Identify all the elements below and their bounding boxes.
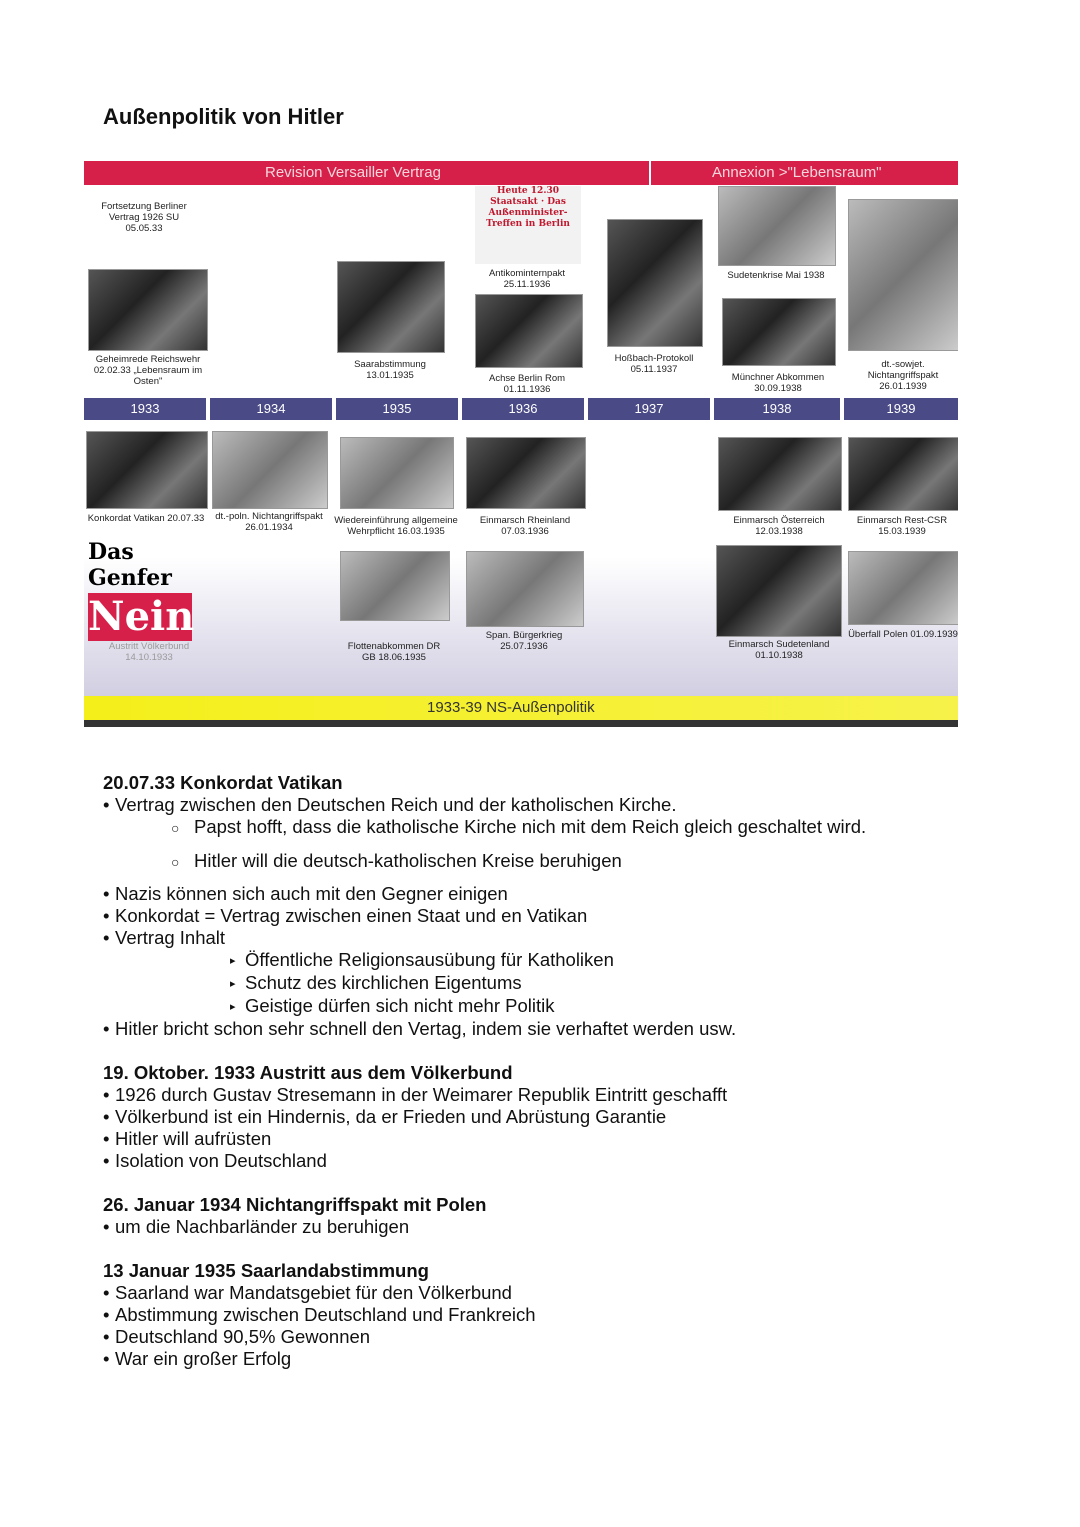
section-heading: 26. Januar 1934 Nichtangriffspakt mit Polen [103, 1194, 487, 1215]
bullet: • Nazis können sich auch mit den Gegner einigen [103, 883, 983, 905]
header-right-label: Annexion >"Lebensraum" [712, 164, 882, 181]
photo-sowjet-pakt [848, 199, 958, 351]
bullet: • Hitler will aufrüsten [103, 1128, 983, 1150]
caption-geheimrede: Geheimrede Reichswehr 02.02.33 „Lebensraum im Osten" [93, 354, 203, 387]
section-heading: 19. Oktober. 1933 Austritt aus dem Völkerbund [103, 1062, 513, 1083]
content-item: ▸ Schutz des kirchlichen Eigentums [103, 972, 983, 995]
timeline-graphic [84, 161, 958, 727]
caption-achse: Achse Berlin Rom 01.11.1936 [488, 373, 566, 395]
caption-saar: Saarabstimmung 13.01.1935 [354, 359, 426, 381]
caption-voelkerbund: Austritt Völkerbund 14.10.1933 [108, 641, 190, 663]
year-1937: 1937 [588, 398, 710, 420]
bullet: • War ein großer Erfolg [103, 1348, 983, 1370]
newspaper-clipping: Heute 12.30 Staatsakt · Das Außenminister-Treffen in Berlin [475, 186, 581, 264]
sub-bullet: ○ Papst hofft, dass die katholische Kirche nich mit dem Reich gleich geschaltet wird. [103, 816, 983, 839]
content-item: ▸ Öffentliche Religionsausübung für Katholiken [103, 949, 983, 972]
photo-wehrpflicht [340, 437, 454, 509]
genfer-nein-poster [88, 539, 198, 640]
year-1939: 1939 [844, 398, 958, 420]
timeline-footer [84, 696, 958, 720]
caption-konkordat: Konkordat Vatikan 20.07.33 [87, 513, 205, 524]
photo-map-sudeten [718, 186, 836, 266]
header-left-label: Revision Versailler Vertrag [265, 164, 441, 181]
genfer-line-2: Nein [88, 593, 195, 640]
caption-rheinland: Einmarsch Rheinland 07.03.1936 [479, 515, 571, 537]
bullet: • 1926 durch Gustav Stresemann in der Weimarer Republik Eintritt geschafft [103, 1084, 983, 1106]
sub-bullet: ○ Hitler will die deutsch-katholischen Kreise beruhigen [103, 850, 983, 873]
photo-spanien [466, 551, 584, 627]
content-item: ▸ Geistige dürfen sich nicht mehr Politik [103, 995, 983, 1018]
notes-body [103, 772, 983, 1370]
bullet: • Vertrag Inhalt [103, 927, 983, 949]
photo-rest-csr [848, 437, 958, 511]
photo-polen-pakt [212, 431, 328, 509]
photo-konkordat [86, 431, 208, 509]
year-1936: 1936 [462, 398, 584, 420]
caption-hossbach: Hoßbach-Protokoll 05.11.1937 [614, 353, 694, 375]
photo-saar [337, 261, 445, 353]
bullet: • Saarland war Mandatsgebiet für den Völkerbund [103, 1282, 983, 1304]
footer-label: 1933-39 NS-Außenpolitik [427, 699, 595, 716]
page-title: Außenpolitik von Hitler [103, 104, 344, 129]
caption-muenchner: Münchner Abkommen 30.09.1938 [731, 372, 825, 394]
photo-sudetenland [716, 545, 842, 637]
caption-wehrpflicht: Wiedereinführung allgemeine Wehrpflicht 16.03.1935 [334, 515, 458, 537]
photo-rheinland [466, 437, 586, 509]
bullet: • Abstimmung zwischen Deutschland und Frankreich [103, 1304, 983, 1326]
section-heading: 13 Januar 1935 Saarlandabstimmung [103, 1260, 429, 1281]
bullet: • Vertrag zwischen den Deutschen Reich und der katholischen Kirche. [103, 794, 983, 816]
caption-polen-ueberfall: Überfall Polen 01.09.1939 [848, 629, 958, 640]
caption-spanien: Span. Bürgerkrieg 25.07.1936 [485, 630, 563, 652]
caption-fortsetzung: Fortsetzung Berliner Vertrag 1926 SU 05.05.33 [101, 201, 187, 234]
bullet: • um die Nachbarländer zu beruhigen [103, 1216, 983, 1238]
photo-polen-ueberfall [848, 551, 958, 625]
year-1938: 1938 [714, 398, 840, 420]
timeline-bottom-edge [84, 720, 958, 727]
bullet: • Konkordat = Vertrag zwischen einen Staat und en Vatikan [103, 905, 983, 927]
year-1934: 1934 [210, 398, 332, 420]
timeline-header [84, 161, 958, 185]
bullet: • Hitler bricht schon sehr schnell den Vertag, indem sie verhaftet werden usw. [103, 1018, 983, 1040]
caption-nichtangriff-sowjet: dt.-sowjet. Nichtangriffspakt 26.01.1939 [867, 359, 939, 392]
header-divider [649, 161, 651, 185]
year-1933: 1933 [84, 398, 206, 420]
photo-geheimrede [88, 269, 208, 351]
bullet: • Isolation von Deutschland [103, 1150, 983, 1172]
caption-sudetenland: Einmarsch Sudetenland 01.10.1938 [728, 639, 830, 661]
year-1935: 1935 [336, 398, 458, 420]
bullet: • Völkerbund ist ein Hindernis, da er Frieden und Abrüstung Garantie [103, 1106, 983, 1128]
year-bar [84, 398, 958, 420]
caption-sudetenkrise: Sudetenkrise Mai 1938 [727, 270, 825, 281]
caption-oesterreich: Einmarsch Österreich 12.03.1938 [733, 515, 825, 537]
photo-muenchner [722, 298, 836, 366]
caption-polen-pakt: dt.-poln. Nichtangriffspakt 26.01.1934 [215, 511, 323, 533]
caption-antikomintern: Antikominternpakt 25.11.1936 [488, 268, 566, 290]
photo-oesterreich [718, 437, 842, 511]
section-heading: 20.07.33 Konkordat Vatikan [103, 772, 343, 793]
photo-flotten [340, 551, 450, 621]
photo-achse [475, 294, 583, 368]
bullet: • Deutschland 90,5% Gewonnen [103, 1326, 983, 1348]
genfer-line-1: Das Genfer [88, 539, 172, 591]
photo-hossbach [607, 219, 703, 347]
caption-flotten: Flottenabkommen DR GB 18.06.1935 [347, 641, 441, 663]
caption-rest-csr: Einmarsch Rest-CSR 15.03.1939 [856, 515, 948, 537]
